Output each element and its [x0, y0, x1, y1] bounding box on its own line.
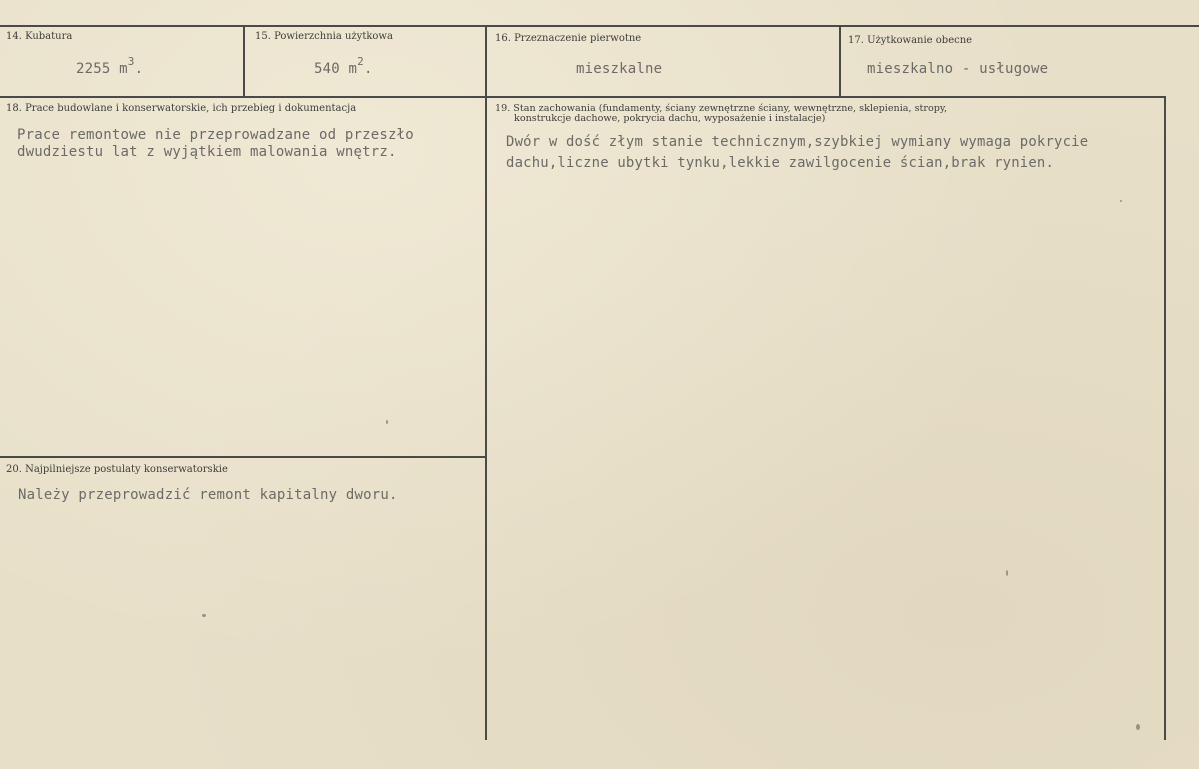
divider-16-17 — [839, 26, 841, 96]
field-17-label: 17. Użytkowanie obecne — [848, 35, 973, 46]
field-19-label-line-2: konstrukcje dachowe, pokrycia dachu, wyposażenie i instalacje) — [514, 113, 826, 124]
section20-top-rule — [0, 456, 486, 458]
divider-15-16 — [485, 26, 487, 740]
field-19-label-line-1: 19. Stan zachowania (fundamenty, ściany zewnętrzne ściany, wewnętrzne, sklepienia, stropy, — [495, 103, 948, 114]
field-17-value: mieszkalno - usługowe — [867, 61, 1049, 77]
row1-bottom-rule — [0, 96, 1166, 98]
field-18-line-1: Prace remontowe nie przeprowadzane od przeszło — [17, 127, 414, 143]
paper-speck — [202, 614, 206, 617]
field-14-value-text: 2255 m — [76, 61, 128, 77]
paper-speck — [1006, 570, 1008, 576]
field-18-label: 18. Prace budowlane i konserwatorskie, ich przebieg i dokumentacja — [6, 103, 357, 114]
field-14-label: 14. Kubatura — [6, 31, 73, 42]
divider-14-15 — [243, 26, 245, 96]
field-19-line-2: dachu,liczne ubytki tynku,lekkie zawilgocenie ścian,brak rynien. — [506, 155, 1055, 171]
field-14-exponent: 3 — [127, 55, 135, 68]
top-rule — [0, 25, 1199, 27]
field-16-value: mieszkalne — [576, 61, 663, 77]
field-19-line-1: Dwór w dość złym stanie technicznym,szybkiej wymiany wymaga pokrycie — [506, 134, 1089, 150]
field-20-label: 20. Najpilniejsze postulaty konserwatorskie — [6, 464, 228, 475]
field-14-value — [76, 55, 144, 79]
field-18-line-2: dwudziestu lat z wyjątkiem malowania wnętrz. — [17, 144, 397, 160]
field-15-value-text: 540 m — [314, 61, 358, 77]
paper-speck — [1136, 724, 1140, 730]
right-edge-rule — [1164, 96, 1166, 740]
field-15-period: . — [363, 61, 373, 77]
field-16-label: 16. Przeznaczenie pierwotne — [495, 33, 642, 44]
field-15-exponent: 2 — [357, 55, 364, 68]
paper-speck — [386, 420, 388, 424]
field-14-period: . — [134, 61, 144, 77]
paper-speck — [1120, 200, 1122, 202]
field-15-value — [314, 55, 373, 79]
field-20-line-1: Należy przeprowadzić remont kapitalny dworu. — [18, 487, 398, 503]
field-15-label: 15. Powierzchnia użytkowa — [255, 31, 393, 42]
